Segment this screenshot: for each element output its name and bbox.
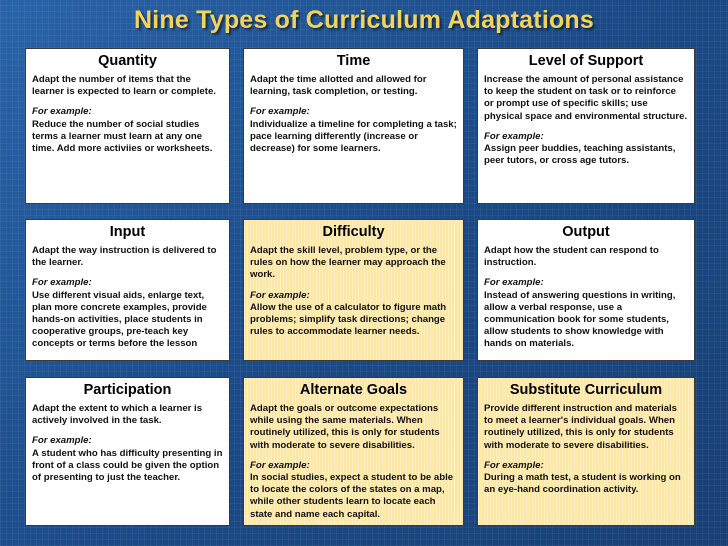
card-description: Provide different instruction and materials to meet a learner's individual goals. When routinely utilized, this is only for students with moderate to severe disabilities. bbox=[484, 403, 677, 451]
card-description: Adapt the way instruction is delivered to the learner. bbox=[32, 245, 217, 269]
card-substitute-curriculum bbox=[477, 377, 695, 526]
card-example: A student who has difficulty presenting in front of a class could be given the option of presenting to just the teacher. bbox=[32, 447, 223, 484]
card-example: Allow the use of a calculator to figure math problems; simplify task directions; change rules to accommodate learner needs. bbox=[250, 301, 447, 338]
example-label: For example: bbox=[484, 130, 544, 142]
example-label: For example: bbox=[484, 459, 544, 471]
card-output bbox=[477, 219, 695, 361]
example-label: For example: bbox=[32, 277, 92, 289]
card-heading: Difficulty bbox=[322, 224, 385, 240]
card-description: Adapt the goals or outcome expectations while using the same materials. When routinely utilized, this is only for students with moderate to severe disabilities. bbox=[250, 403, 440, 451]
card-example: In social studies, expect a student to be able to locate the colors of the states on a map, while other students learn to locate each state and name each capital. bbox=[250, 472, 454, 520]
card-difficulty bbox=[243, 219, 464, 361]
card-description: Adapt the number of items that the learner is expected to learn or complete. bbox=[32, 74, 216, 98]
card-time bbox=[243, 48, 464, 204]
card-example: Instead of answering questions in writing, allow a verbal response, use a communication book for some students, allow students to show knowledge with hands on materials. bbox=[484, 289, 676, 350]
card-level-of-support bbox=[477, 48, 695, 204]
card-alternate-goals bbox=[243, 377, 464, 526]
example-label: For example: bbox=[250, 459, 310, 471]
card-input bbox=[25, 219, 230, 361]
card-description: Increase the amount of personal assistance to keep the student on task or to reinforce or prompt use of specific skills; use physical space and environmental structure. bbox=[484, 74, 688, 122]
card-heading: Time bbox=[336, 53, 371, 69]
card-example: Assign peer buddies, teaching assistants, peer tutors, or cross age tutors. bbox=[484, 143, 676, 167]
example-label: For example: bbox=[32, 106, 92, 118]
card-example: Individualize a timeline for completing a task; pace learning differently (increase or decrease) for some learners. bbox=[250, 118, 457, 155]
card-description: Adapt the extent to which a learner is actively involved in the task. bbox=[32, 403, 203, 427]
card-heading: Output bbox=[562, 224, 610, 240]
card-heading: Participation bbox=[83, 382, 172, 398]
example-label: For example: bbox=[484, 277, 544, 289]
example-label: For example: bbox=[32, 435, 92, 447]
card-heading: Input bbox=[109, 224, 146, 240]
card-description: Adapt how the student can respond to instruction. bbox=[484, 245, 659, 269]
card-heading: Substitute Curriculum bbox=[509, 382, 663, 398]
card-description: Adapt the time allotted and allowed for learning, task completion, or testing. bbox=[250, 74, 427, 98]
card-heading: Level of Support bbox=[528, 53, 644, 69]
card-quantity bbox=[25, 48, 230, 204]
example-label: For example: bbox=[250, 106, 310, 118]
example-label: For example: bbox=[250, 289, 310, 301]
card-example: Use different visual aids, enlarge text, plan more concrete examples, provide hands-on activities, place students in cooperative groups, pre-teach key concepts or terms before the lesson bbox=[32, 289, 207, 350]
card-heading: Alternate Goals bbox=[299, 382, 408, 398]
card-description: Adapt the skill level, problem type, or the rules on how the learner may approach the work. bbox=[250, 245, 446, 281]
page-title: Nine Types of Curriculum Adaptations bbox=[133, 6, 595, 34]
card-example: During a math test, a student is working on an eye-hand coordination activity. bbox=[484, 472, 681, 496]
card-example: Reduce the number of social studies terms a learner must learn at any one time. Add more activiies or worksheets. bbox=[32, 118, 213, 155]
card-heading: Quantity bbox=[98, 53, 157, 69]
card-participation bbox=[25, 377, 230, 526]
